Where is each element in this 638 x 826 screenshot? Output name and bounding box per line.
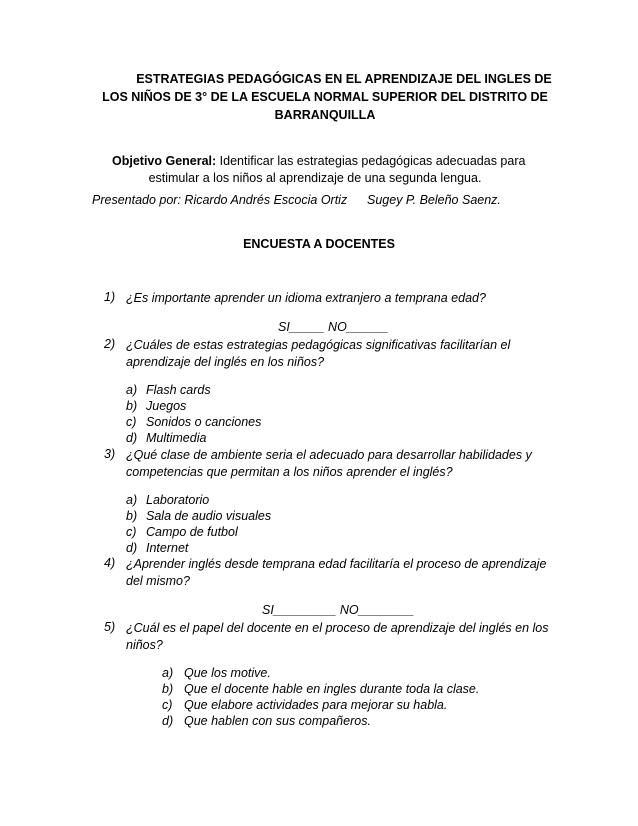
question-5-option-b-letter: b) <box>162 682 174 696</box>
question-4-answer: SI_________ NO________ <box>262 603 415 617</box>
question-5-option-b: Que el docente hable en ingles durante toda la clase. <box>184 682 480 696</box>
question-2-line-1: ¿Cuáles de estas estrategias pedagógicas significativas facilitarían el <box>126 338 511 352</box>
question-5-option-c: Que elabore actividades para mejorar su habla. <box>184 698 448 712</box>
title-line-3: BARRANQUILLA <box>274 108 376 122</box>
objective-label: Objetivo General: <box>112 154 217 168</box>
question-3-option-c: Campo de futbol <box>146 525 238 539</box>
title-line-2: LOS NIÑOS DE 3° DE LA ESCUELA NORMAL SUPERIOR DEL DISTRITO DE <box>102 90 548 104</box>
question-2-option-a-letter: a) <box>126 383 138 397</box>
question-2-option-d-letter: d) <box>126 431 138 445</box>
question-3-number: 3) <box>104 447 116 461</box>
presented-by-second-author: Sugey P. Beleño Saenz. <box>367 193 501 207</box>
document-title <box>60 70 590 124</box>
title-line-1: ESTRATEGIAS PEDAGÓGICAS EN EL APRENDIZAJE DEL INGLES DE <box>136 72 552 86</box>
presented-by-first-author: Presentado por: Ricardo Andrés Escocia Ortiz <box>92 193 348 207</box>
question-5-option-a: Que los motive. <box>184 666 271 680</box>
question-3-option-d-letter: d) <box>126 541 138 555</box>
question-2-option-b-letter: b) <box>126 399 138 413</box>
question-3-line-1: ¿Qué clase de ambiente seria el adecuado para desarrollar habilidades y <box>126 448 532 462</box>
question-3-option-a: Laboratorio <box>146 493 210 507</box>
question-5-option-c-letter: c) <box>162 698 173 712</box>
question-3-option-b: Sala de audio visuales <box>146 509 272 523</box>
survey-heading: ENCUESTA A DOCENTES <box>243 237 395 251</box>
objective-line-1 <box>95 153 545 170</box>
general-objective <box>95 153 545 187</box>
question-3-line-2: competencias que permitan a los niños aprender el inglés? <box>126 465 453 479</box>
question-2-line-2: aprendizaje del inglés en los niños? <box>126 355 325 369</box>
question-1-number: 1) <box>104 290 116 304</box>
question-3-option-b-letter: b) <box>126 509 138 523</box>
question-4-line-2: del mismo? <box>126 574 190 588</box>
question-2-number: 2) <box>104 337 116 351</box>
question-2-option-c-letter: c) <box>126 415 137 429</box>
objective-text-2: estimular a los niños al aprendizaje de una segunda lengua. <box>148 171 482 185</box>
question-2-option-d: Multimedia <box>146 431 207 445</box>
question-2-option-b: Juegos <box>146 399 187 413</box>
question-3-option-d: Internet <box>146 541 189 555</box>
question-4-line-1: ¿Aprender inglés desde temprana edad facilitaría el proceso de aprendizaje <box>126 557 547 571</box>
question-1-text: ¿Es importante aprender un idioma extranjero a temprana edad? <box>126 291 486 305</box>
question-5-line-2: niños? <box>126 638 163 652</box>
question-1-answer: SI_____ NO______ <box>278 320 389 334</box>
question-5-option-d-letter: d) <box>162 714 174 728</box>
objective-text-1: Identificar las estrategias pedagógicas adecuadas para <box>216 154 526 168</box>
question-5-number: 5) <box>104 620 116 634</box>
question-3-option-a-letter: a) <box>126 493 138 507</box>
question-3-option-c-letter: c) <box>126 525 137 539</box>
presented-by <box>92 193 501 207</box>
question-5-option-d: Que hablen con sus compañeros. <box>184 714 371 728</box>
question-5-option-a-letter: a) <box>162 666 174 680</box>
question-4-number: 4) <box>104 556 116 570</box>
question-2-option-a: Flash cards <box>146 383 211 397</box>
question-5-line-1: ¿Cuál es el papel del docente en el proceso de aprendizaje del inglés en los <box>126 621 549 635</box>
question-2-option-c: Sonidos o canciones <box>146 415 262 429</box>
